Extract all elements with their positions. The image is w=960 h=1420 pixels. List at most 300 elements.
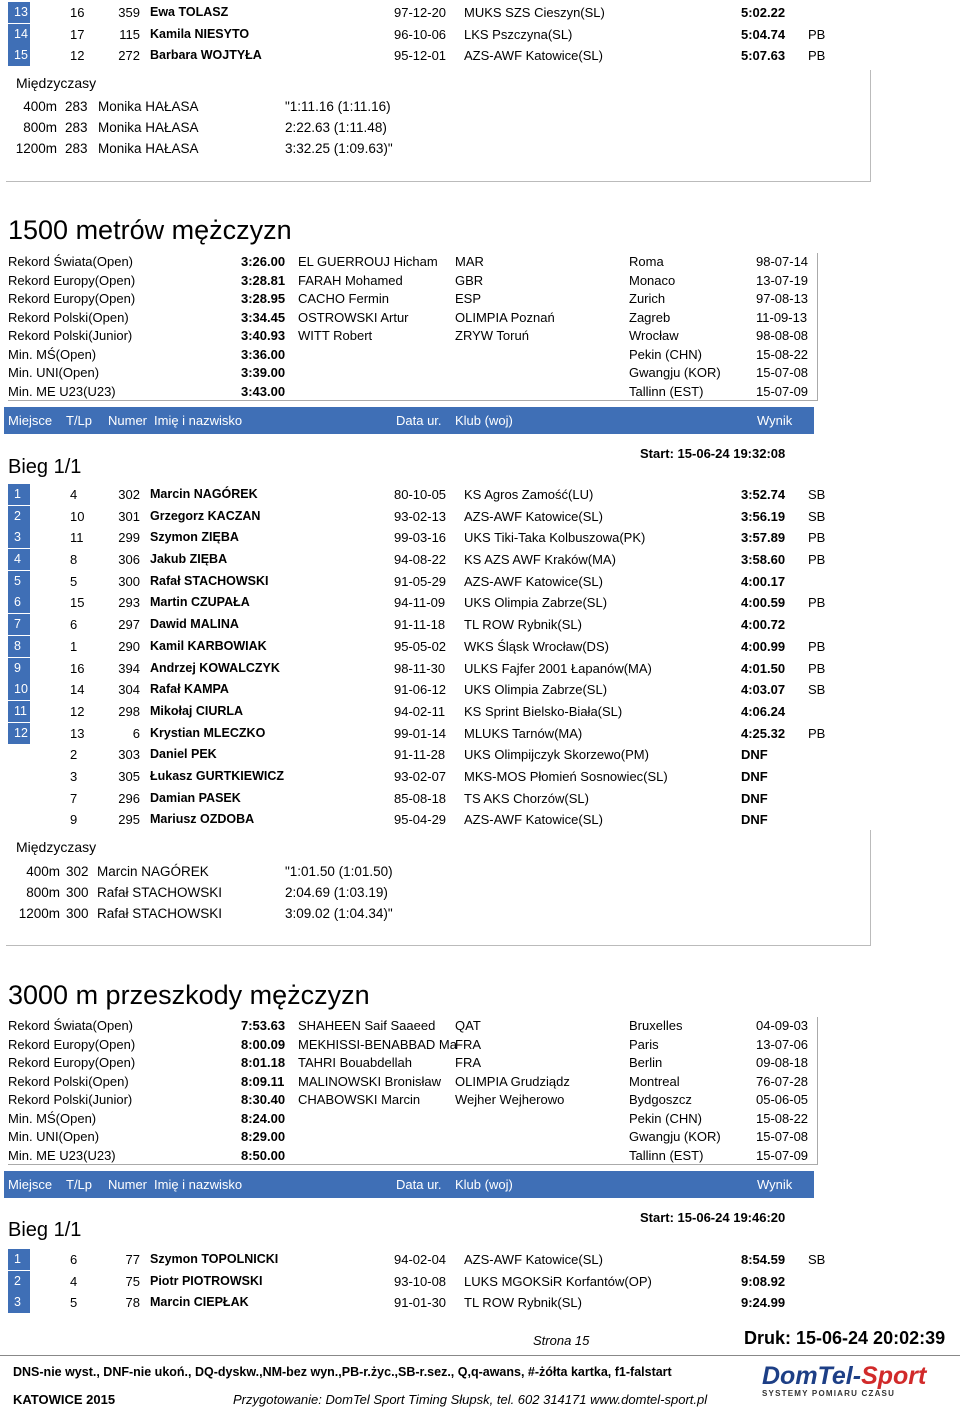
records-table — [8, 1017, 818, 1165]
athlete-name: Mikołaj CIURLA — [150, 703, 244, 718]
record-note: SB — [808, 682, 826, 698]
club-name: AZS-AWF Katowice(SL) — [464, 573, 603, 589]
record-place: Bydgoszcz — [629, 1092, 692, 1107]
record-time: 7:53.63 — [241, 1018, 286, 1033]
lane-number: 5 — [70, 1295, 78, 1311]
result-time: 5:02.22 — [741, 5, 786, 20]
record-country: OLIMPIA Poznań — [455, 309, 555, 325]
prepared-by: Przygotowanie: DomTel Sport Timing Słupsk, tel. 602 314171 www.domtel-sport.pl — [233, 1392, 708, 1407]
athlete-name: Dawid MALINA — [150, 617, 239, 632]
birth-date: 95-12-01 — [394, 48, 447, 64]
heat-label: Bieg 1/1 — [8, 456, 82, 478]
lane-number: 6 — [70, 1252, 78, 1267]
place-badge: 14 — [8, 24, 30, 45]
split-time: "1:11.16 (1:11.16) — [285, 99, 391, 114]
record-country: GBR — [455, 272, 484, 288]
record-place: Zagreb — [629, 309, 671, 325]
lane-number: 16 — [70, 5, 85, 20]
athlete-name: Szymon ZIĘBA — [150, 530, 239, 545]
record-name: Rekord Europy(Open) — [8, 291, 136, 306]
bib-number: 290 — [118, 638, 140, 654]
club-name: WKS Śląsk Wrocław(DS) — [464, 638, 609, 654]
results-table — [8, 1249, 828, 1314]
club-name: MKS-MOS Płomień Sosnowiec(SL) — [464, 768, 668, 784]
club-name: AZS-AWF Katowice(SL) — [464, 508, 603, 524]
print-timestamp: Druk: 15-06-24 20:02:39 — [744, 1328, 946, 1348]
result-row — [8, 679, 828, 701]
birth-date: 99-03-16 — [394, 530, 447, 546]
bib-number: 299 — [118, 530, 140, 546]
athlete-name: Ewa TOLASZ — [150, 5, 229, 19]
record-date: 15-08-22 — [756, 346, 809, 362]
record-place: Zurich — [629, 291, 666, 306]
split-distance: 1200m — [18, 906, 60, 921]
record-name: Rekord Europy(Open) — [8, 272, 136, 288]
record-row — [8, 1017, 817, 1036]
athlete-name: Szymon TOPOLNICKI — [150, 1252, 279, 1266]
split-bib: 283 — [65, 141, 88, 156]
header-club: Klub (woj) — [455, 413, 513, 428]
club-name: LKS Pszczyna(SL) — [464, 26, 573, 42]
record-row — [8, 1147, 817, 1166]
record-place: Roma — [629, 254, 664, 269]
bib-number: 301 — [118, 508, 140, 524]
record-note: SB — [808, 508, 826, 524]
record-row — [8, 346, 817, 365]
athlete-name: Krystian MLECZKO — [150, 725, 266, 740]
place-badge: 1 — [8, 484, 30, 505]
header-tlp: T/Lp — [66, 413, 93, 428]
record-name: Rekord Europy(Open) — [8, 1036, 136, 1052]
logo-subtitle: SYSTEMY POMIARU CZASU — [762, 1389, 896, 1398]
result-row — [8, 592, 828, 614]
record-date: 97-08-13 — [756, 291, 809, 306]
record-athlete: CHABOWSKI Marcin — [298, 1092, 421, 1107]
record-row — [8, 1091, 817, 1110]
record-name: Min. UNI(Open) — [8, 1129, 100, 1144]
lane-number: 2 — [70, 747, 78, 763]
record-name: Min. MŚ(Open) — [8, 1110, 97, 1126]
header-result: Wynik — [757, 413, 793, 428]
birth-date: 98-11-30 — [394, 660, 446, 676]
record-row — [8, 383, 817, 402]
birth-date: 85-08-18 — [394, 790, 447, 806]
split-bib: 283 — [65, 120, 88, 135]
split-bib: 300 — [66, 885, 89, 900]
athlete-name: Łukasz GURTKIEWICZ — [150, 768, 285, 783]
record-note: PB — [808, 595, 826, 611]
record-date: 76-07-28 — [756, 1073, 809, 1089]
bib-number: 359 — [118, 5, 140, 20]
bib-number: 6 — [132, 725, 140, 741]
header-dob: Data ur. — [396, 413, 442, 428]
record-row — [8, 364, 817, 383]
club-name: AZS-AWF Katowice(SL) — [464, 48, 603, 64]
header-place: Miejsce — [8, 1177, 53, 1192]
record-time: 3:34.45 — [241, 309, 286, 325]
result-time: 4:00.72 — [741, 617, 786, 633]
record-time: 8:29.00 — [241, 1129, 286, 1144]
split-bib: 300 — [66, 906, 89, 921]
split-distance: 800m — [23, 120, 57, 135]
lane-number: 14 — [70, 682, 85, 698]
logo-accent: Sport — [861, 1362, 927, 1390]
column-header — [4, 407, 814, 434]
split-athlete: Rafał STACHOWSKI — [97, 885, 223, 900]
record-note: PB — [808, 725, 826, 741]
result-time: 3:52.74 — [741, 487, 786, 502]
birth-date: 91-05-29 — [394, 573, 447, 589]
bib-number: 115 — [119, 26, 140, 42]
event-title: 1500 metrów mężczyzn — [8, 215, 292, 245]
record-date: 13-07-06 — [756, 1036, 809, 1052]
record-name: Min. ME U23(U23) — [8, 1147, 116, 1163]
place-badge: 15 — [8, 45, 30, 66]
birth-date: 91-06-12 — [394, 682, 447, 698]
record-time: 3:36.00 — [241, 346, 286, 362]
record-place: Berlin — [629, 1055, 663, 1070]
record-name: Rekord Świata(Open) — [8, 1018, 133, 1033]
split-row — [0, 120, 870, 140]
birth-date: 96-10-06 — [394, 26, 447, 42]
record-row — [8, 272, 817, 291]
club-name: UKS Tiki-Taka Kolbuszowa(PK) — [464, 530, 646, 546]
lane-number: 5 — [70, 573, 78, 589]
lane-number: 13 — [70, 725, 85, 741]
record-note: PB — [808, 552, 826, 568]
record-row — [8, 309, 817, 328]
place-badge: 12 — [8, 723, 30, 744]
lane-number: 3 — [70, 768, 78, 784]
result-time: 8:54.59 — [741, 1252, 786, 1267]
split-athlete: Monika HAŁASA — [98, 99, 199, 114]
bib-number: 297 — [118, 617, 140, 633]
record-time: 8:00.09 — [241, 1036, 286, 1052]
record-row — [8, 327, 817, 346]
split-row — [0, 885, 870, 905]
club-name: LUKS MGOKSiR Korfantów(OP) — [464, 1273, 652, 1289]
result-time: 4:00.17 — [741, 573, 786, 589]
record-time: 8:09.11 — [241, 1073, 285, 1089]
result-time: 4:01.50 — [741, 660, 786, 676]
bib-number: 304 — [118, 682, 140, 698]
result-time: 3:56.19 — [741, 508, 786, 524]
header-place: Miejsce — [8, 413, 53, 428]
club-name: TS AKS Chorzów(SL) — [464, 790, 589, 806]
record-country: ESP — [455, 291, 482, 306]
splits-label: Międzyczasy — [16, 839, 97, 855]
lane-number: 12 — [70, 48, 85, 64]
bib-number: 77 — [125, 1252, 140, 1267]
club-name: TL ROW Rybnik(SL) — [464, 1295, 582, 1311]
bib-number: 272 — [118, 48, 140, 64]
birth-date: 99-01-14 — [394, 725, 447, 741]
record-note: PB — [808, 638, 826, 654]
record-athlete: OSTROWSKI Artur — [298, 309, 409, 325]
result-time: 9:08.92 — [741, 1273, 786, 1289]
record-athlete: CACHO Fermin — [298, 291, 390, 306]
split-row — [0, 99, 870, 119]
athlete-name: Martin CZUPAŁA — [150, 595, 250, 610]
record-date: 98-08-08 — [756, 328, 809, 343]
split-distance: 1200m — [15, 141, 57, 156]
record-athlete: MEKHISSI-BENABBAD Ma — [298, 1036, 457, 1052]
record-time: 8:24.00 — [241, 1110, 286, 1126]
header-name: Imię i nazwisko — [154, 1177, 243, 1192]
record-date: 15-07-09 — [756, 383, 809, 399]
column-header — [4, 1171, 814, 1198]
result-row — [8, 809, 828, 831]
result-time: 4:00.99 — [741, 638, 786, 654]
record-country: FRA — [455, 1055, 481, 1070]
record-date: 98-07-14 — [756, 254, 809, 269]
result-row — [8, 549, 828, 571]
birth-date: 94-11-09 — [394, 595, 446, 611]
record-name: Rekord Polski(Open) — [8, 309, 129, 325]
club-name: KS Agros Zamość(LU) — [464, 487, 594, 502]
result-row — [8, 614, 828, 636]
split-row — [0, 864, 870, 884]
bib-number: 303 — [118, 747, 140, 763]
record-time: 3:43.00 — [241, 383, 286, 399]
record-time: 8:01.18 — [241, 1055, 286, 1070]
record-place: Gwangju (KOR) — [629, 1129, 721, 1144]
header-num: Numer — [108, 413, 148, 428]
athlete-name: Marcin CIEPŁAK — [150, 1295, 249, 1310]
club-name: KS Sprint Bielsko-Biała(SL) — [464, 703, 623, 719]
record-date: 11-09-13 — [756, 309, 808, 325]
record-place: Tallinn (EST) — [629, 383, 704, 399]
lane-number: 8 — [70, 552, 78, 568]
header-num: Numer — [108, 1177, 148, 1192]
record-date: 15-07-08 — [756, 1129, 809, 1144]
bib-number: 300 — [118, 573, 140, 589]
record-name: Rekord Polski(Junior) — [8, 1092, 133, 1107]
start-time: Start: 15-06-24 19:32:08 — [640, 446, 786, 461]
club-name: TL ROW Rybnik(SL) — [464, 617, 582, 633]
split-time: "1:01.50 (1:01.50) — [285, 864, 393, 879]
lane-number: 4 — [70, 1273, 78, 1289]
split-time: 3:09.02 (1:04.34)" — [285, 906, 393, 921]
record-country: FRA — [455, 1036, 481, 1052]
header-club: Klub (woj) — [455, 1177, 513, 1192]
record-place: Paris — [629, 1036, 659, 1052]
place-badge: 4 — [8, 549, 30, 570]
result-time: 4:03.07 — [741, 682, 786, 698]
athlete-name: Piotr PIOTROWSKI — [150, 1273, 263, 1288]
split-athlete: Monika HAŁASA — [98, 120, 199, 135]
result-row — [8, 1271, 828, 1293]
split-bib: 302 — [66, 864, 89, 879]
bib-number: 302 — [118, 487, 140, 502]
birth-date: 91-11-28 — [394, 747, 446, 763]
split-row — [0, 141, 870, 161]
split-athlete: Monika HAŁASA — [98, 141, 199, 156]
birth-date: 93-10-08 — [394, 1273, 447, 1289]
athlete-name: Damian PASEK — [150, 790, 241, 805]
record-date: 15-08-22 — [756, 1110, 809, 1126]
split-bib: 283 — [65, 99, 88, 114]
split-time: 2:22.63 (1:11.48) — [285, 120, 387, 135]
result-row — [8, 2, 828, 24]
athlete-name: Kamila NIESYTO — [150, 26, 250, 41]
lane-number: 16 — [70, 660, 85, 676]
birth-date: 94-08-22 — [394, 552, 447, 568]
lane-number: 10 — [70, 508, 85, 524]
record-place: Gwangju (KOR) — [629, 365, 721, 380]
split-time: 3:32.25 (1:09.63)" — [285, 141, 393, 156]
result-row — [8, 1249, 828, 1271]
record-time: 3:28.81 — [241, 272, 286, 288]
footer-divider — [0, 1355, 960, 1356]
record-date: 15-07-08 — [756, 365, 809, 380]
record-name: Rekord Polski(Open) — [8, 1073, 129, 1089]
split-athlete: Marcin NAGÓREK — [97, 864, 209, 879]
place-badge: 1 — [8, 1249, 30, 1270]
record-row — [8, 253, 817, 272]
lane-number: 4 — [70, 487, 78, 502]
birth-date: 94-02-04 — [394, 1252, 447, 1267]
logo-main: DomTel- — [762, 1362, 862, 1390]
domtel-logo — [762, 1362, 947, 1402]
record-country: ZRYW Toruń — [455, 328, 529, 343]
result-row — [8, 506, 828, 528]
birth-date: 97-12-20 — [394, 5, 447, 20]
club-name: UKS Olimpia Zabrze(SL) — [464, 682, 608, 698]
place-badge: 2 — [8, 506, 30, 527]
birth-date: 91-11-18 — [394, 617, 446, 633]
record-name: Min. MŚ(Open) — [8, 346, 97, 362]
place-badge: 10 — [8, 679, 30, 700]
result-time: DNF — [741, 747, 768, 763]
record-place: Wrocław — [629, 328, 679, 343]
record-note: PB — [808, 48, 826, 64]
bib-number: 298 — [118, 703, 140, 719]
record-country: Wejher Wejherowo — [455, 1092, 565, 1107]
club-name: MUKS SZS Cieszyn(SL) — [464, 5, 605, 20]
birth-date: 95-04-29 — [394, 812, 447, 828]
record-name: Min. UNI(Open) — [8, 365, 100, 380]
result-row — [8, 527, 828, 549]
record-athlete: FARAH Mohamed — [298, 272, 403, 288]
record-name: Rekord Europy(Open) — [8, 1055, 136, 1070]
lane-number: 9 — [70, 812, 78, 828]
results-table — [8, 484, 828, 831]
result-row — [8, 45, 828, 67]
record-name: Min. ME U23(U23) — [8, 383, 116, 399]
birth-date: 80-10-05 — [394, 487, 447, 502]
split-distance: 400m — [26, 864, 60, 879]
record-row — [8, 1110, 817, 1129]
logo-text — [762, 1362, 947, 1391]
record-note: PB — [808, 26, 826, 42]
record-row — [8, 1128, 817, 1147]
place-badge: 5 — [8, 571, 30, 592]
record-place: Pekin (CHN) — [629, 1110, 702, 1126]
splits-label: Międzyczasy — [16, 75, 97, 91]
result-time: 4:00.59 — [741, 595, 786, 611]
athlete-name: Kamil KARBOWIAK — [150, 638, 267, 653]
record-place: Bruxelles — [629, 1018, 683, 1033]
record-place: Tallinn (EST) — [629, 1147, 704, 1163]
lane-number: 12 — [70, 703, 85, 719]
record-time: 3:40.93 — [241, 328, 286, 343]
club-name: MLUKS Tarnów(MA) — [464, 725, 583, 741]
record-country: MAR — [455, 254, 484, 269]
athlete-name: Barbara WOJTYŁA — [150, 48, 262, 63]
result-time: 5:07.63 — [741, 48, 786, 64]
result-row — [8, 24, 828, 46]
birth-date: 93-02-13 — [394, 508, 447, 524]
record-place: Monaco — [629, 272, 676, 288]
result-row — [8, 701, 828, 723]
record-date: 04-09-03 — [756, 1018, 809, 1033]
record-athlete: WITT Robert — [298, 328, 373, 343]
club-name: UKS Olimpijczyk Skorzewo(PM) — [464, 747, 649, 763]
record-name: Rekord Świata(Open) — [8, 254, 133, 269]
birth-date: 93-02-07 — [394, 768, 447, 784]
record-time: 3:39.00 — [241, 365, 286, 380]
lane-number: 1 — [70, 638, 78, 654]
place-badge: 11 — [8, 701, 30, 722]
result-row — [8, 571, 828, 593]
club-name: ULKS Fajfer 2001 Łapanów(MA) — [464, 660, 652, 676]
result-row — [8, 766, 828, 788]
split-distance: 400m — [23, 99, 57, 114]
record-row — [8, 1073, 817, 1092]
result-time: 4:06.24 — [741, 703, 786, 719]
bib-number: 394 — [118, 660, 140, 676]
record-note: SB — [808, 487, 826, 502]
record-country: OLIMPIA Grudziądz — [455, 1073, 570, 1089]
place-badge: 7 — [8, 614, 30, 635]
place-badge: 9 — [8, 658, 30, 679]
place-badge: 6 — [8, 592, 30, 613]
lane-number: 11 — [70, 530, 84, 546]
bib-number: 78 — [125, 1295, 140, 1311]
result-time: DNF — [741, 812, 768, 828]
header-dob: Data ur. — [396, 1177, 442, 1192]
result-row — [8, 723, 828, 745]
bib-number: 306 — [118, 552, 140, 568]
bib-number: 305 — [118, 768, 140, 784]
result-time: 9:24.99 — [741, 1295, 786, 1311]
record-row — [8, 1054, 817, 1073]
athlete-name: Andrzej KOWALCZYK — [150, 660, 280, 675]
record-note: PB — [808, 530, 826, 546]
record-name: Rekord Polski(Junior) — [8, 328, 133, 343]
athlete-name: Jakub ZIĘBA — [150, 552, 228, 567]
club-name: AZS-AWF Katowice(SL) — [464, 1252, 603, 1267]
athlete-name: Grzegorz KACZAN — [150, 508, 261, 523]
birth-date: 95-05-02 — [394, 638, 447, 654]
club-name: AZS-AWF Katowice(SL) — [464, 812, 603, 828]
result-time: 4:25.32 — [741, 725, 786, 741]
record-note: PB — [808, 660, 826, 676]
place-badge: 8 — [8, 636, 30, 657]
page-number: Strona 15 — [533, 1333, 590, 1348]
legend: DNS-nie wyst., DNF-nie ukoń., DQ-dyskw.,NM-bez wyn.,PB-r.życ.,SB-r.sez., Q,q-awans, #-żółta kartka, f1-falstart — [13, 1365, 672, 1379]
result-row — [8, 636, 828, 658]
record-time: 8:30.40 — [241, 1092, 286, 1107]
result-row — [8, 484, 828, 506]
split-time: 2:04.69 (1:03.19) — [285, 885, 388, 900]
header-tlp: T/Lp — [66, 1177, 93, 1192]
split-athlete: Rafał STACHOWSKI — [97, 906, 223, 921]
bib-number: 295 — [118, 812, 140, 828]
athlete-name: Rafał STACHOWSKI — [150, 573, 269, 588]
place-badge: 3 — [8, 527, 30, 548]
